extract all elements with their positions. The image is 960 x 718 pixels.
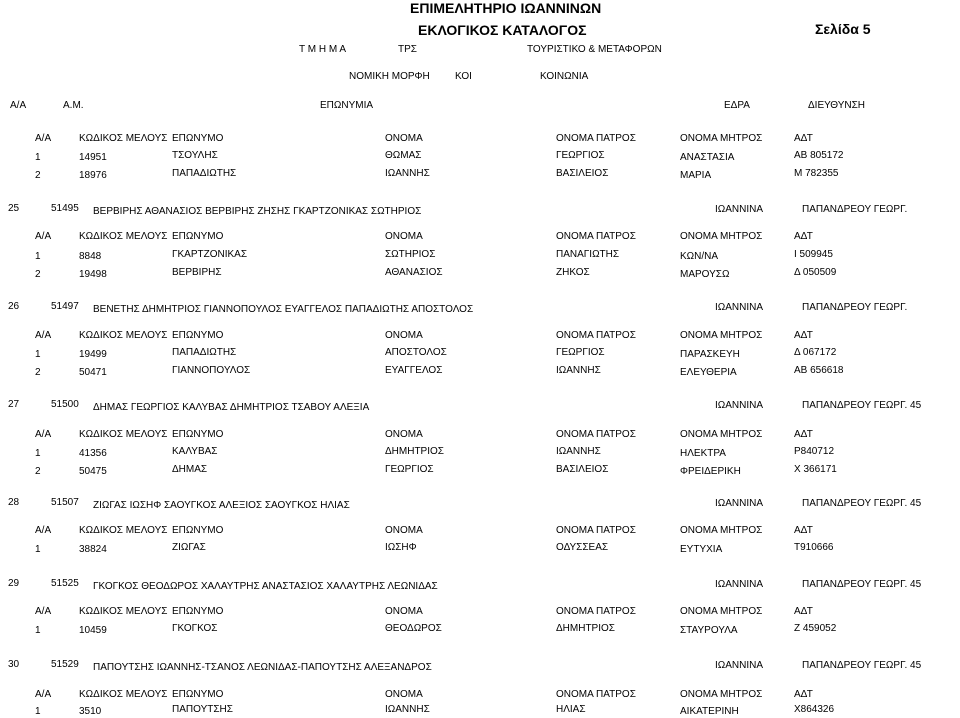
member-name: ΣΩΤΗΡΙΟΣ xyxy=(385,249,436,260)
member-aa: 1 xyxy=(35,349,41,360)
member-header-code: ΚΩΔΙΚΟΣ ΜΕΛΟΥΣ xyxy=(79,525,168,536)
member-header-name: ΟΝΟΜΑ xyxy=(385,525,423,536)
member-header-code: ΚΩΔΙΚΟΣ ΜΕΛΟΥΣ xyxy=(79,606,168,617)
section-name: ΤΟΥΡΙΣΤΙΚΟ & ΜΕΤΑΦΟΡΩΝ xyxy=(527,44,662,55)
member-adt: Μ 782355 xyxy=(794,168,839,179)
member-header-aa: Α/Α xyxy=(35,231,52,242)
entry-address: ΠΑΠΑΝΔΡΕΟΥ ΓΕΩΡΓ. 45 xyxy=(802,660,922,671)
entry-am: 51497 xyxy=(51,301,79,312)
entry-address: ΠΑΠΑΝΔΡΕΟΥ ΓΕΩΡΓ. 45 xyxy=(802,498,922,509)
entry-eponymia: ΒΕΡΒΙΡΗΣ ΑΘΑΝΑΣΙΟΣ ΒΕΡΒΙΡΗΣ ΖΗΣΗΣ ΓΚΑΡΤΖΟΝΙΚΑΣ ΣΩΤΗΡΙΟΣ xyxy=(93,206,422,217)
member-father: ΓΕΩΡΓΙΟΣ xyxy=(556,150,605,161)
member-surname: ΓΙΑΝΝΟΠΟΥΛΟΣ xyxy=(172,365,251,376)
member-adt: Τ910666 xyxy=(794,542,834,553)
member-father: ΒΑΣΙΛΕΙΟΣ xyxy=(556,464,609,475)
member-header-adt: ΑΔΤ xyxy=(794,133,813,144)
member-father: ΔΗΜΗΤΡΙΟΣ xyxy=(556,623,615,634)
member-header-aa: Α/Α xyxy=(35,330,52,341)
member-mother: ΕΛΕΥΘΕΡΙΑ xyxy=(680,367,737,378)
entry-address: ΠΑΠΑΝΔΡΕΟΥ ΓΕΩΡΓ. 45 xyxy=(802,579,922,590)
member-name: ΙΩΑΝΝΗΣ xyxy=(385,168,430,179)
entry-eponymia: ΒΕΝΕΤΗΣ ΔΗΜΗΤΡΙΟΣ ΓΙΑΝΝΟΠΟΥΛΟΣ ΕΥΑΓΓΕΛΟΣ ΠΑΠΑΔΙΩΤΗΣ ΑΠΟΣΤΟΛΟΣ xyxy=(93,304,474,315)
member-adt: Δ 050509 xyxy=(794,267,837,278)
entry-address: ΠΑΠΑΝΔΡΕΟΥ ΓΕΩΡΓ. xyxy=(802,302,908,313)
member-name: ΑΘΑΝΑΣΙΟΣ xyxy=(385,267,443,278)
member-surname: ΤΣΟΥΛΗΣ xyxy=(172,150,218,161)
member-header-aa: Α/Α xyxy=(35,133,52,144)
member-header-surname: ΕΠΩΝΥΜΟ xyxy=(172,689,224,700)
entry-aa: 28 xyxy=(8,497,20,508)
catalog-title: ΕΚΛΟΓΙΚΟΣ ΚΑΤΑΛΟΓΟΣ xyxy=(418,22,587,38)
entry-aa: 25 xyxy=(8,203,20,214)
member-aa: 2 xyxy=(35,466,41,477)
member-name: ΘΕΟΔΩΡΟΣ xyxy=(385,623,442,634)
member-code: 18976 xyxy=(79,170,107,181)
member-header-code: ΚΩΔΙΚΟΣ ΜΕΛΟΥΣ xyxy=(79,133,168,144)
member-surname: ΠΑΠΟΥΤΣΗΣ xyxy=(172,704,233,715)
member-name: ΑΠΟΣΤΟΛΟΣ xyxy=(385,347,447,358)
member-code: 38824 xyxy=(79,544,107,555)
member-father: ΖΗΚΟΣ xyxy=(556,267,590,278)
member-adt: Δ 067172 xyxy=(794,347,837,358)
entry-aa: 30 xyxy=(8,659,20,670)
member-code: 8848 xyxy=(79,251,102,262)
member-header-name: ΟΝΟΜΑ xyxy=(385,330,423,341)
member-surname: ΖΙΩΓΑΣ xyxy=(172,542,206,553)
member-header-code: ΚΩΔΙΚΟΣ ΜΕΛΟΥΣ xyxy=(79,330,168,341)
member-name: ΔΗΜΗΤΡΙΟΣ xyxy=(385,446,444,457)
member-mother: ΕΥΤΥΧΙΑ xyxy=(680,544,723,555)
member-header-mother: ΟΝΟΜΑ ΜΗΤΡΟΣ xyxy=(680,133,763,144)
member-aa: 2 xyxy=(35,367,41,378)
section-label: Τ Μ Η Μ Α xyxy=(299,44,347,55)
legal-form-label: ΝΟΜΙΚΗ ΜΟΡΦΗ xyxy=(349,71,430,82)
column-header-edra: ΕΔΡΑ xyxy=(724,100,750,111)
entry-edra: ΙΩΑΝΝΙΝΑ xyxy=(715,204,764,215)
member-adt: Χ 366171 xyxy=(794,464,837,475)
member-code: 50471 xyxy=(79,367,107,378)
member-header-surname: ΕΠΩΝΥΜΟ xyxy=(172,429,224,440)
member-surname: ΠΑΠΑΔΙΩΤΗΣ xyxy=(172,347,237,358)
member-header-father: ΟΝΟΜΑ ΠΑΤΡΟΣ xyxy=(556,231,636,242)
entry-edra: ΙΩΑΝΝΙΝΑ xyxy=(715,400,764,411)
member-mother: ΑΙΚΑΤΕΡΙΝΗ xyxy=(680,706,739,717)
member-header-father: ΟΝΟΜΑ ΠΑΤΡΟΣ xyxy=(556,429,636,440)
member-aa: 1 xyxy=(35,706,41,717)
member-code: 19498 xyxy=(79,269,107,280)
page-number: Σελίδα 5 xyxy=(815,21,871,37)
member-mother: ΠΑΡΑΣΚΕΥΗ xyxy=(680,349,740,360)
member-code: 14951 xyxy=(79,152,107,163)
member-mother: ΚΩΝ/ΝΑ xyxy=(680,251,719,262)
member-header-name: ΟΝΟΜΑ xyxy=(385,231,423,242)
member-header-adt: ΑΔΤ xyxy=(794,231,813,242)
member-mother: ΗΛΕΚΤΡΑ xyxy=(680,448,726,459)
member-header-father: ΟΝΟΜΑ ΠΑΤΡΟΣ xyxy=(556,689,636,700)
legal-form-code: ΚΟΙ xyxy=(455,71,472,82)
member-header-surname: ΕΠΩΝΥΜΟ xyxy=(172,525,224,536)
member-father: ΙΩΑΝΝΗΣ xyxy=(556,365,601,376)
member-surname: ΔΗΜΑΣ xyxy=(172,464,208,475)
entry-address: ΠΑΠΑΝΔΡΕΟΥ ΓΕΩΡΓ. xyxy=(802,204,908,215)
member-name: ΓΕΩΡΓΙΟΣ xyxy=(385,464,434,475)
member-header-father: ΟΝΟΜΑ ΠΑΤΡΟΣ xyxy=(556,133,636,144)
member-header-surname: ΕΠΩΝΥΜΟ xyxy=(172,606,224,617)
member-aa: 1 xyxy=(35,448,41,459)
entry-am: 51507 xyxy=(51,497,79,508)
member-adt: Ρ840712 xyxy=(794,446,835,457)
member-header-aa: Α/Α xyxy=(35,606,52,617)
member-surname: ΠΑΠΑΔΙΩΤΗΣ xyxy=(172,168,237,179)
member-aa: 1 xyxy=(35,544,41,555)
member-name: ΕΥΑΓΓΕΛΟΣ xyxy=(385,365,443,376)
member-mother: ΦΡΕΙΔΕΡΙΚΗ xyxy=(680,466,741,477)
entry-eponymia: ΖΙΩΓΑΣ ΙΩΣΗΦ ΣΑΟΥΓΚΟΣ ΑΛΕΞΙΟΣ ΣΑΟΥΓΚΟΣ ΗΛΙΑΣ xyxy=(93,500,350,511)
entry-eponymia: ΠΑΠΟΥΤΣΗΣ ΙΩΑΝΝΗΣ-ΤΣΑΝΟΣ ΛΕΩΝΙΔΑΣ-ΠΑΠΟΥΤΣΗΣ ΑΛΕΞΑΝΔΡΟΣ xyxy=(93,662,432,673)
member-father: ΒΑΣΙΛΕΙΟΣ xyxy=(556,168,609,179)
member-header-code: ΚΩΔΙΚΟΣ ΜΕΛΟΥΣ xyxy=(79,231,168,242)
member-aa: 2 xyxy=(35,170,41,181)
member-adt: Ζ 459052 xyxy=(794,623,837,634)
member-header-name: ΟΝΟΜΑ xyxy=(385,429,423,440)
member-header-name: ΟΝΟΜΑ xyxy=(385,689,423,700)
member-header-mother: ΟΝΟΜΑ ΜΗΤΡΟΣ xyxy=(680,689,763,700)
legal-form-name: ΚΟΙΝΩΝΙΑ xyxy=(540,71,589,82)
column-header-eponymia: ΕΠΩΝΥΜΙΑ xyxy=(320,100,374,111)
member-aa: 1 xyxy=(35,152,41,163)
member-adt: ΑΒ 656618 xyxy=(794,365,844,376)
member-name: ΙΩΑΝΝΗΣ xyxy=(385,704,430,715)
member-father: ΓΕΩΡΓΙΟΣ xyxy=(556,347,605,358)
member-adt: Χ864326 xyxy=(794,704,835,715)
section-code: ΤΡΣ xyxy=(398,44,417,55)
member-mother: ΑΝΑΣΤΑΣΙΑ xyxy=(680,152,735,163)
entry-eponymia: ΔΗΜΑΣ ΓΕΩΡΓΙΟΣ ΚΑΛΥΒΑΣ ΔΗΜΗΤΡΙΟΣ ΤΣΑΒΟΥ ΑΛΕΞΙΑ xyxy=(93,402,370,413)
member-header-surname: ΕΠΩΝΥΜΟ xyxy=(172,231,224,242)
member-mother: ΜΑΡΙΑ xyxy=(680,170,712,181)
member-header-adt: ΑΔΤ xyxy=(794,689,813,700)
entry-address: ΠΑΠΑΝΔΡΕΟΥ ΓΕΩΡΓ. 45 xyxy=(802,400,922,411)
member-header-adt: ΑΔΤ xyxy=(794,525,813,536)
member-code: 19499 xyxy=(79,349,107,360)
chamber-title: ΕΠΙΜΕΛΗΤΗΡΙΟ ΙΩΑΝΝΙΝΩΝ xyxy=(410,0,602,16)
entry-eponymia: ΓΚΟΓΚΟΣ ΘΕΟΔΩΡΟΣ ΧΑΛΑΥΤΡΗΣ ΑΝΑΣΤΑΣΙΟΣ ΧΑΛΑΥΤΡΗΣ ΛΕΩΝΙΔΑΣ xyxy=(93,581,438,592)
member-header-code: ΚΩΔΙΚΟΣ ΜΕΛΟΥΣ xyxy=(79,429,168,440)
member-header-aa: Α/Α xyxy=(35,429,52,440)
entry-am: 51525 xyxy=(51,578,79,589)
entry-am: 51529 xyxy=(51,659,79,670)
member-adt: ΑΒ 805172 xyxy=(794,150,844,161)
member-header-code: ΚΩΔΙΚΟΣ ΜΕΛΟΥΣ xyxy=(79,689,168,700)
member-header-father: ΟΝΟΜΑ ΠΑΤΡΟΣ xyxy=(556,330,636,341)
member-code: 41356 xyxy=(79,448,107,459)
member-header-adt: ΑΔΤ xyxy=(794,429,813,440)
column-header-aa: Α/Α xyxy=(10,100,27,111)
member-aa: 1 xyxy=(35,251,41,262)
member-header-mother: ΟΝΟΜΑ ΜΗΤΡΟΣ xyxy=(680,429,763,440)
member-aa: 1 xyxy=(35,625,41,636)
member-code: 3510 xyxy=(79,706,102,717)
member-aa: 2 xyxy=(35,269,41,280)
member-header-adt: ΑΔΤ xyxy=(794,330,813,341)
member-code: 10459 xyxy=(79,625,107,636)
member-header-surname: ΕΠΩΝΥΜΟ xyxy=(172,133,224,144)
column-header-am: Α.Μ. xyxy=(63,100,84,111)
member-header-mother: ΟΝΟΜΑ ΜΗΤΡΟΣ xyxy=(680,525,763,536)
member-father: ΠΑΝΑΓΙΩΤΗΣ xyxy=(556,249,620,260)
member-code: 50475 xyxy=(79,466,107,477)
member-surname: ΒΕΡΒΙΡΗΣ xyxy=(172,267,222,278)
entry-am: 51500 xyxy=(51,399,79,410)
member-father: ΟΔΥΣΣΕΑΣ xyxy=(556,542,609,553)
member-surname: ΓΚΑΡΤΖΟΝΙΚΑΣ xyxy=(172,249,248,260)
member-name: ΘΩΜΑΣ xyxy=(385,150,422,161)
member-mother: ΜΑΡΟΥΣΩ xyxy=(680,269,730,280)
member-header-name: ΟΝΟΜΑ xyxy=(385,133,423,144)
entry-aa: 29 xyxy=(8,578,20,589)
member-mother: ΣΤΑΥΡΟΥΛΑ xyxy=(680,625,738,636)
entry-edra: ΙΩΑΝΝΙΝΑ xyxy=(715,660,764,671)
member-header-mother: ΟΝΟΜΑ ΜΗΤΡΟΣ xyxy=(680,606,763,617)
column-header-address: ΔΙΕΥΘΥΝΣΗ xyxy=(808,100,865,111)
member-header-father: ΟΝΟΜΑ ΠΑΤΡΟΣ xyxy=(556,525,636,536)
member-header-adt: ΑΔΤ xyxy=(794,606,813,617)
entry-edra: ΙΩΑΝΝΙΝΑ xyxy=(715,498,764,509)
member-header-surname: ΕΠΩΝΥΜΟ xyxy=(172,330,224,341)
member-header-mother: ΟΝΟΜΑ ΜΗΤΡΟΣ xyxy=(680,330,763,341)
member-surname: ΚΑΛΥΒΑΣ xyxy=(172,446,218,457)
member-surname: ΓΚΟΓΚΟΣ xyxy=(172,623,218,634)
member-adt: Ι 509945 xyxy=(794,249,833,260)
entry-edra: ΙΩΑΝΝΙΝΑ xyxy=(715,579,764,590)
member-header-aa: Α/Α xyxy=(35,525,52,536)
member-father: ΙΩΑΝΝΗΣ xyxy=(556,446,601,457)
member-name: ΙΩΣΗΦ xyxy=(385,542,417,553)
entry-aa: 26 xyxy=(8,301,20,312)
member-header-name: ΟΝΟΜΑ xyxy=(385,606,423,617)
entry-aa: 27 xyxy=(8,399,20,410)
entry-edra: ΙΩΑΝΝΙΝΑ xyxy=(715,302,764,313)
entry-am: 51495 xyxy=(51,203,79,214)
member-father: ΗΛΙΑΣ xyxy=(556,704,586,715)
member-header-father: ΟΝΟΜΑ ΠΑΤΡΟΣ xyxy=(556,606,636,617)
member-header-aa: Α/Α xyxy=(35,689,52,700)
member-header-mother: ΟΝΟΜΑ ΜΗΤΡΟΣ xyxy=(680,231,763,242)
